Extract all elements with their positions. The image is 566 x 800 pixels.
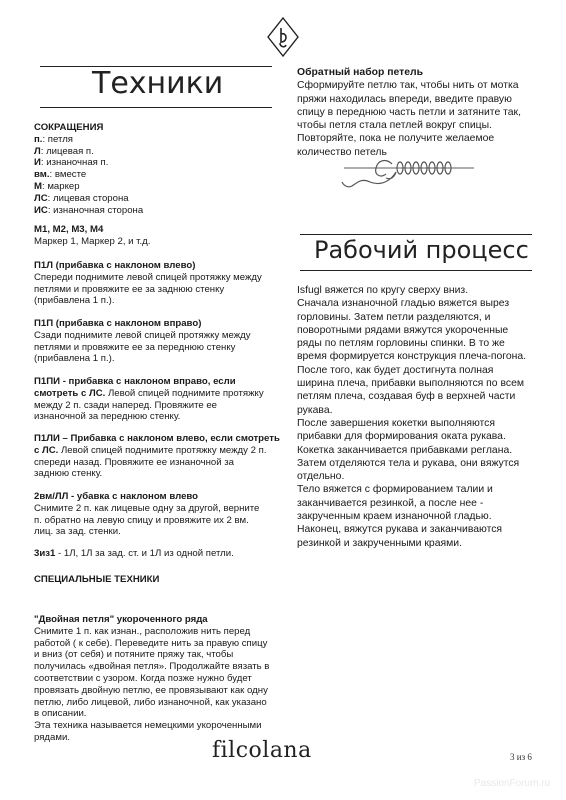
decrease-block [34,491,284,538]
abbr-item: ИС: изнаночная сторона [34,204,144,216]
brand-logo: filcolana [212,738,312,763]
markers-text: Маркер 1, Маркер 2, и т.д. [34,235,151,247]
double-loop-line: получилась «двойная петля». Продолжайте вязать в [34,661,270,673]
double-loop-line: провязать двойную петлю, ее провязывают как одну [34,684,268,696]
process-line: заканчивается резинкой, а после нее - [297,497,484,509]
process-line: поворотными рядами вяжутся укороченные [297,324,509,336]
process-line: Isfugl вяжется по кругу сверху вниз. [297,285,469,296]
decrease-line: лиц. за зад. стенки. [34,526,121,538]
process-line: закрученным краем изнаночной гладью. [297,511,492,523]
p1l-block [34,260,284,307]
process-line: ширина плеча, прибавки выполняются по всем [297,378,524,390]
watermark: PassionForum.ru [474,778,551,789]
double-loop-line: и вниз (от себя) и потяните пряжу так, чтобы [34,649,234,661]
p1li-block [34,433,284,480]
abbreviations-block [34,122,284,216]
abbr-item: ЛС: лицевая сторона [34,192,129,204]
z3-text: - 1Л, 1Л за зад. ст. и 1Л из одной петли. [55,548,234,559]
double-loop-heading: "Двойная петля" укороченного ряда [34,614,208,625]
process-line: Кокетка заканчивается прибавками реглана. [297,444,513,456]
decrease-line: п. обратно на левую спицу и провяжите их 2 вм. [34,514,249,526]
cast-on-line: спицу в переднюю часть петли и затяните так, [297,106,521,118]
process-line: резинкой и закрученными краями. [297,537,462,549]
process-line: рукава. [297,404,333,416]
p1p-heading: П1П (прибавка с наклоном вправо) [34,318,202,329]
double-loop-line: рядами. [34,731,70,743]
process-line: отдельно. [297,471,345,483]
process-line: ряды по петлям горловины спинки. В то же [297,338,505,350]
process-line: После того, как будет достигнута полная [297,364,494,376]
p1l-line: (прибавлена 1 п.). [34,295,115,307]
double-loop-line: в описании. [34,708,87,720]
decrease-heading: 2вм/ЛЛ - убавка с наклоном влево [34,491,199,502]
process-line: Сначала изнаночной гладью вяжется вырез [297,298,510,310]
abbr-item: вм.: вместе [34,169,87,181]
p1p-line: Сзади поднимите левой спицей протяжку между [34,329,251,341]
left-section-title: Техники [92,66,224,101]
double-loop-line: Снимите 1 п. как изнан., расположив нить перед [34,625,251,637]
p1l-line: петлями и провяжите ее за заднюю стенку [34,283,225,295]
p1pi-line: изнаночной за переднюю стенку. [34,411,181,423]
p1li-heading: П1ЛИ – Прибавка с наклоном влево, если смотреть [34,433,280,444]
process-line: петлям плеча, создавая буф в верхней части [297,391,516,403]
markers-block [34,224,284,248]
cast-on-line: чтобы петля стала петлей вокруг спицы. [297,120,492,132]
p1li-line: с ЛС. Левой спицей поднимите протяжку между 2 п. [34,444,267,456]
backward-loop-cast-on-illustration-icon [338,152,478,194]
abbr-item: Л: лицевая п. [34,145,94,157]
process-line: Наконец, вяжутся рукава и заканчиваются [297,524,503,536]
double-loop-line: соответствии с узором. Когда позже нужно будет [34,672,252,684]
page-number: 3 из 6 [510,752,532,762]
z3-block [34,548,294,560]
process-line: Тело вяжется с формированием талии и [297,484,493,496]
process-line: После завершения кокетки выполняются [297,417,495,429]
right-section-title: Рабочий процесс [314,236,529,264]
process-line: горловины. Затем петли разделяются, и [297,311,491,323]
abbr-item: п.: петля [34,133,73,145]
abbr-item: И: изнаночная п. [34,157,109,169]
work-process-text [297,284,542,550]
backward-cast-on-heading: Обратный набор петель [297,67,423,78]
cast-on-line: Сформируйте петлю так, чтобы нить от мотка [297,80,519,92]
p1li-line: заднюю стенку. [34,468,103,480]
markers-heading: М1, М2, М3, М4 [34,224,104,235]
process-line: Затем отделяются тела и рукава, они вяжутся [297,457,520,469]
p1p-line: петлями и провяжите ее за переднюю стенку [34,341,236,353]
p1pi-block [34,376,284,423]
left-title-rule-bottom [40,107,272,108]
cast-on-line: пряжи находилась впереди, введите правую [297,93,512,105]
double-loop-block [34,614,294,744]
double-loop-line: петлю, либо лицевой, либо изнаночной, как указано [34,696,267,708]
p1p-line: (прибавлена 1 п.). [34,353,115,365]
double-loop-line: Эта техника называется немецкими укороченными [34,720,262,732]
p1pi-line: между 2 п. сзади наперед. Провяжите ее [34,399,218,411]
p1pi-line: смотреть с ЛС. Левой спицей поднимите протяжку [34,387,264,399]
process-line: прибавки для формирования оката рукава. [297,431,506,443]
cast-on-line: количество петель [297,146,387,158]
p1li-line: спереди назад. Провяжите ее изнаночной за [34,456,234,468]
brand-monogram-icon [266,17,300,57]
process-line: время формируется конструкция плеча-погона. [297,351,527,363]
decrease-line: Снимите 2 п. как лицевые одну за другой, верните [34,502,260,514]
z3-key: 3из1 [34,548,56,559]
abbr-item: М: маркер [34,180,80,192]
cast-on-line: Повторяйте, пока не получите желаемое [297,133,495,145]
abbreviations-heading: СОКРАЩЕНИЯ [34,122,104,133]
p1p-block [34,318,284,365]
p1l-line: Спереди поднимите левой спицей протяжку между [34,271,262,283]
p1pi-heading: П1ПИ - прибавка с наклоном вправо, если [34,376,236,387]
right-title-rule-bottom [300,270,532,271]
p1l-heading: П1Л (прибавка с наклоном влево) [34,260,196,271]
special-techniques-heading: СПЕЦИАЛЬНЫЕ ТЕХНИКИ [34,574,160,585]
double-loop-line: работой ( к себе). Переведите нить за правую спицу [34,637,268,649]
backward-cast-on-block [297,66,537,159]
